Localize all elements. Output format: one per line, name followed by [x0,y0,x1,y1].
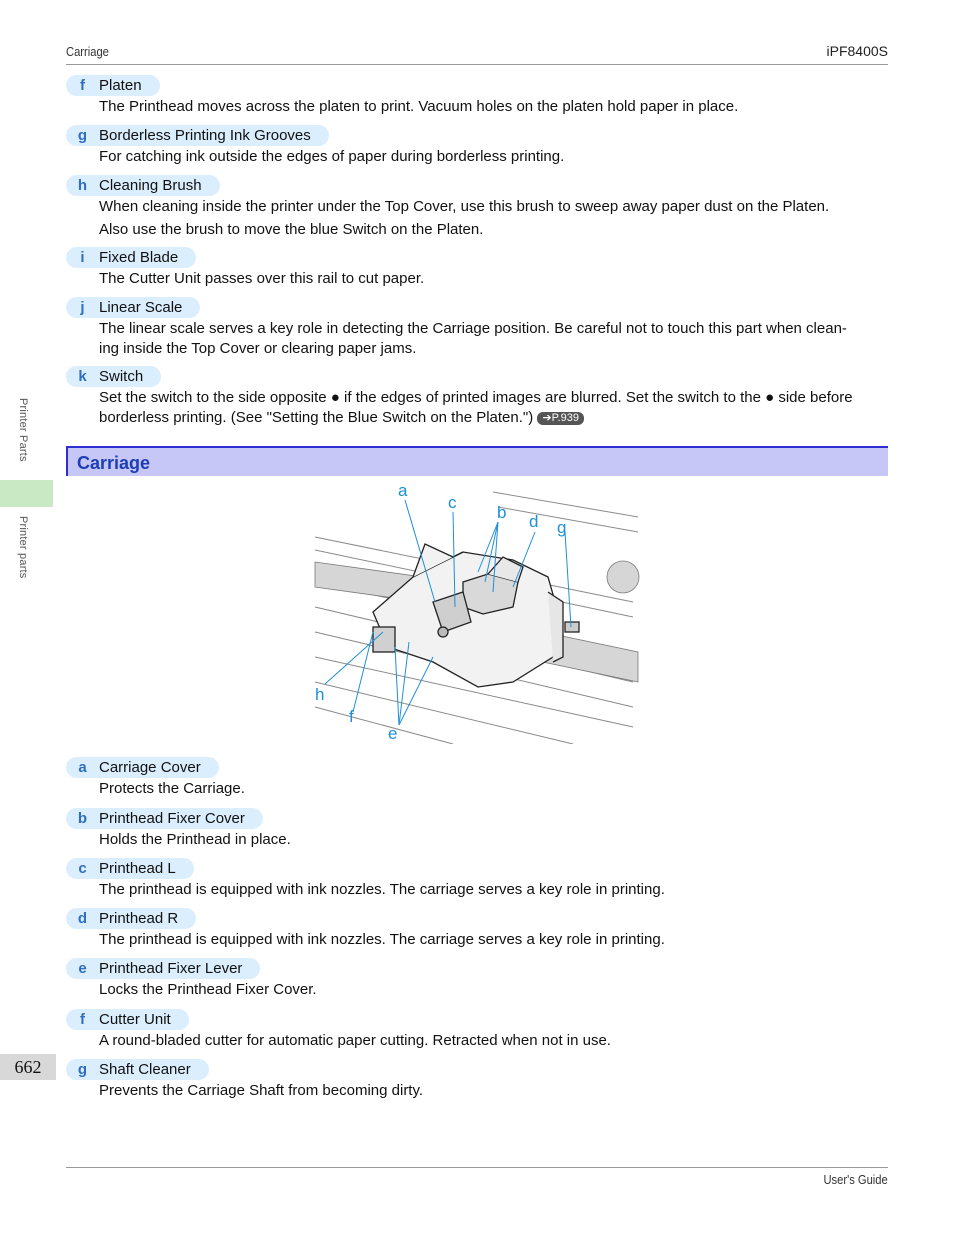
side-tab-label-lower[interactable]: Printer parts [17,516,29,579]
part-name: Carriage Cover [99,759,201,776]
part-item-g-ink-grooves [66,125,888,167]
part-name: Borderless Printing Ink Grooves [99,127,311,144]
part-description: Prevents the Carriage Shaft from becoming dirty. [99,1082,424,1099]
callout-f: f [349,707,354,726]
part-label-pill [66,297,200,318]
part-name: Printhead R [99,910,179,927]
part-description: The printhead is equipped with ink nozzles. The carriage serves a key role in printing. [99,931,665,948]
part-letter: d [77,910,88,927]
part-description [99,97,888,117]
description-line: Also use the brush to move the blue Switch on the Platen. [99,220,484,238]
part-label-pill [66,757,219,778]
side-tab-marker [0,480,53,507]
description-line: For catching ink outside the edges of paper during borderless printing. [99,148,565,165]
part-letter: g [77,127,88,144]
part-item-f-platen [66,75,888,117]
part-label-pill [66,858,194,879]
part-name: Linear Scale [99,299,183,316]
part-label-pill [66,908,196,929]
part-label-pill [66,1059,209,1080]
part-description: A round-bladed cutter for automatic paper cutting. Retracted when not in use. [99,1032,611,1049]
running-header-section: Carriage [66,44,109,59]
part-name: Printhead Fixer Lever [99,960,243,977]
part-item-f-cutter-unit [66,1009,888,1051]
description-line: Set the switch to the side opposite ● if the edges of printed images are blurred. Set the switch to the ● side before [99,389,853,406]
part-label-pill [66,175,220,196]
part-name: Cutter Unit [99,1011,171,1028]
part-label-pill [66,808,263,829]
part-letter: c [78,860,87,877]
part-item-d-printhead-r [66,908,888,950]
part-item-k-switch [66,366,888,427]
part-description [99,388,888,427]
part-description: Locks the Printhead Fixer Cover. [99,981,317,998]
page-number: 662 [0,1054,56,1080]
part-name: Switch [99,368,144,385]
description-line: The Printhead moves across the platen to print. Vacuum holes on the platen hold paper in place. [99,98,739,115]
header-rule [66,64,888,65]
part-item-c-printhead-l [66,858,888,900]
callout-b: b [497,503,507,522]
part-name: Shaft Cleaner [99,1061,191,1078]
part-name: Printhead Fixer Cover [99,810,245,827]
part-item-a-carriage-cover [66,757,888,799]
part-name: Platen [99,77,142,94]
description-line: The linear scale serves a key role in detecting the Carriage position. Be careful not to touch this part when clean- [99,320,847,337]
part-letter: f [80,1011,85,1028]
part-letter: b [77,810,88,827]
part-item-h-cleaning-brush [66,175,888,239]
part-letter: h [77,177,88,194]
carriage-illustration [313,482,640,744]
footer-rule [66,1167,888,1168]
part-letter: g [77,1061,88,1078]
description-line: The Cutter Unit passes over this rail to cut paper. [99,270,425,287]
part-letter: f [80,77,85,94]
part-description [99,319,888,358]
part-item-b-printhead-fixer-cover [66,808,888,850]
description-text: borderless printing. (See "Setting the Blue Switch on the Platen.") [99,408,534,426]
callout-c: c [448,493,457,512]
part-item-g-shaft-cleaner [66,1059,888,1101]
part-item-j-linear-scale [66,297,888,358]
callout-g: g [557,518,567,537]
part-label-pill [66,247,196,268]
part-name: Cleaning Brush [99,177,202,194]
running-header-model: iPF8400S [826,43,888,59]
part-label-pill [66,958,260,979]
part-label-pill [66,1009,189,1030]
part-letter: e [78,960,87,977]
part-description [99,147,888,167]
section-heading-bar [66,446,888,476]
running-footer-guide: User's Guide [823,1172,888,1187]
part-description: Holds the Printhead in place. [99,831,291,848]
description-line: ing inside the Top Cover or clearing paper jams. [99,339,417,357]
part-description: Protects the Carriage. [99,780,245,797]
section-title: Carriage [77,453,151,473]
callout-h: h [315,685,325,704]
part-letter: i [80,249,85,266]
part-description [99,269,888,289]
description-line: When cleaning inside the printer under the Top Cover, use this brush to sweep away paper dust on the Platen. [99,198,830,215]
callout-e: e [388,724,398,743]
part-item-e-printhead-fixer-lever [66,958,888,1000]
part-item-i-fixed-blade [66,247,888,289]
part-label-pill [66,125,329,146]
part-name: Printhead L [99,860,176,877]
page-reference-link[interactable]: ➔P.939 [537,412,584,425]
part-letter: a [78,759,87,776]
part-letter: j [80,299,85,316]
part-name: Fixed Blade [99,249,179,266]
side-tab-label-upper[interactable]: Printer Parts [17,398,29,462]
part-letter: k [78,368,87,385]
description-line [99,408,888,428]
part-label-pill [66,366,161,387]
part-description: The printhead is equipped with ink nozzles. The carriage serves a key role in printing. [99,881,665,898]
callout-d: d [529,512,539,531]
callout-a: a [398,482,408,500]
part-label-pill [66,75,160,96]
part-description [99,197,888,239]
